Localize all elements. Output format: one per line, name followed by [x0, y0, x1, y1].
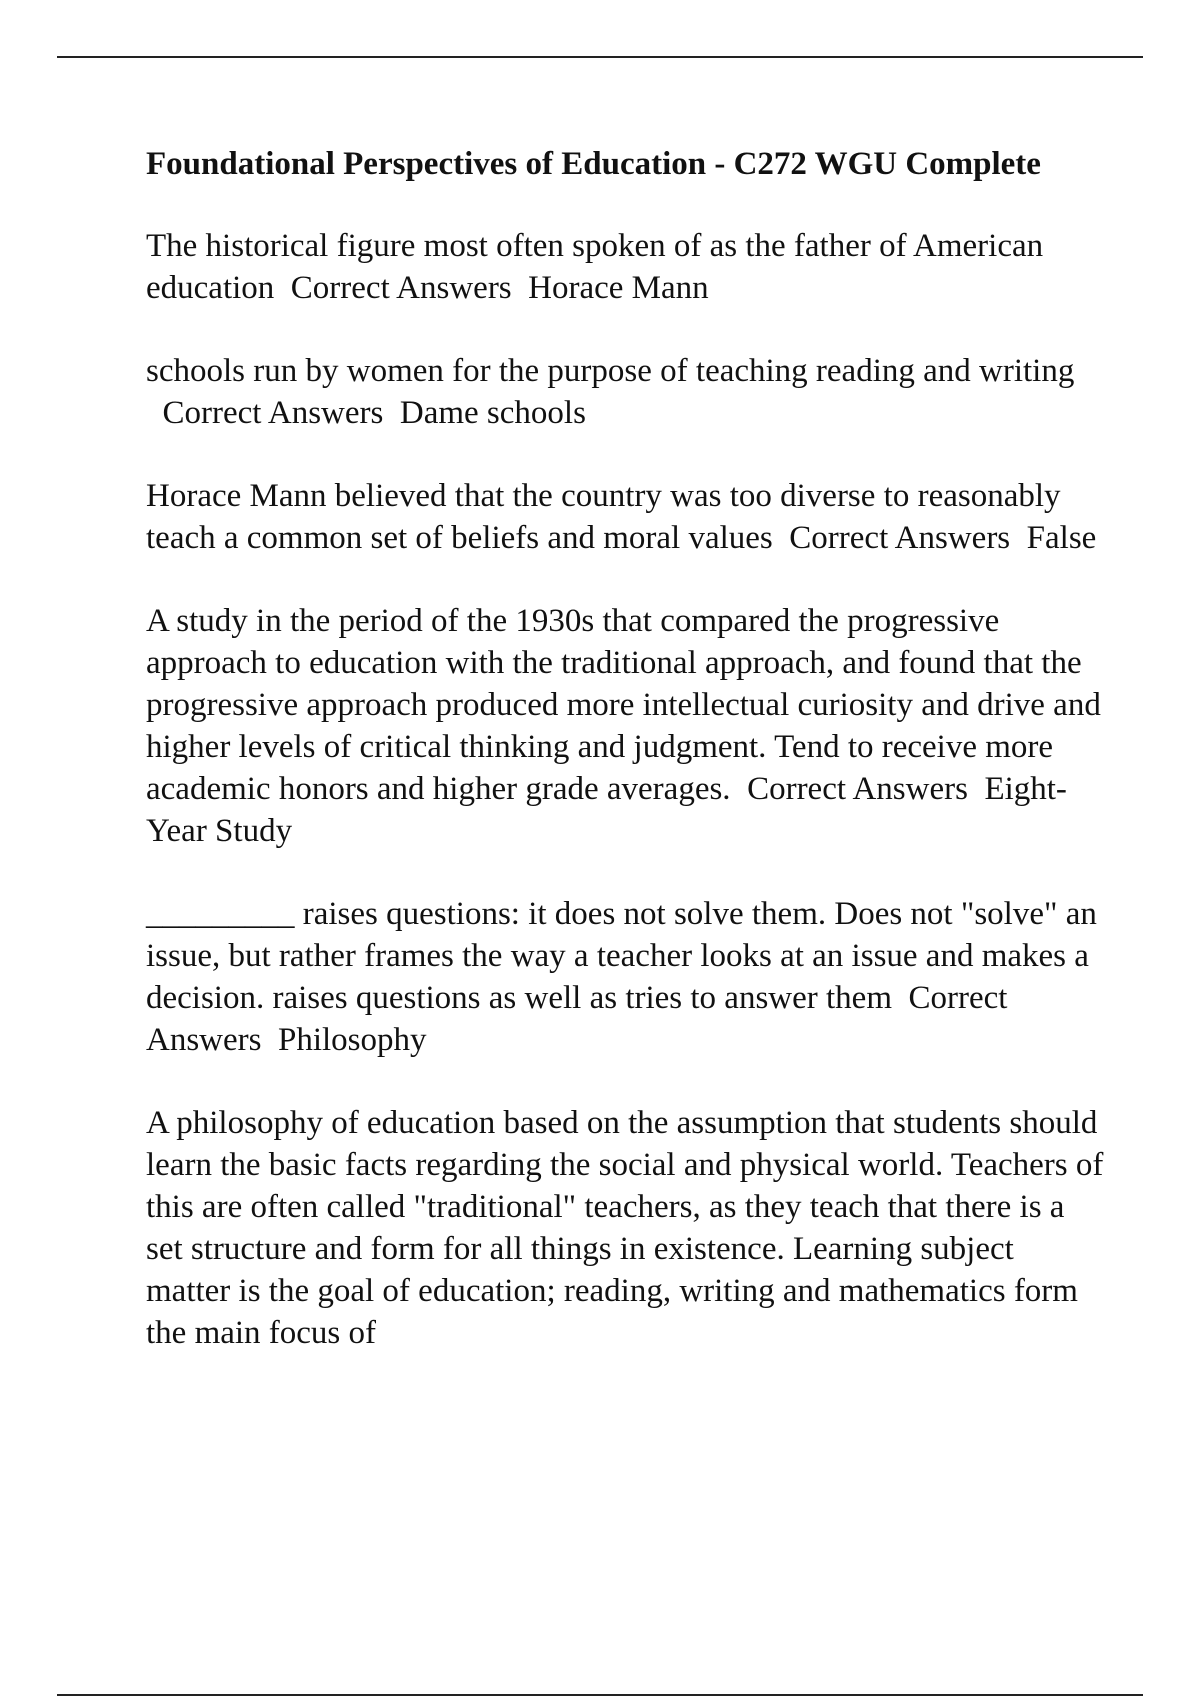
- question-text: schools run by women for the purpose of teaching reading and writing: [146, 353, 1075, 389]
- answer-marker: Correct Answers: [162, 395, 384, 431]
- answer-marker: Correct Answers: [789, 520, 1011, 556]
- answer-marker: Correct Answers: [747, 771, 968, 807]
- answer-marker: Correct Answers: [290, 270, 512, 306]
- qa-item: [146, 350, 1106, 434]
- answer-marker: Correct Answers: [146, 980, 1008, 1058]
- answer-text: Horace Mann: [528, 270, 709, 306]
- header-rule: [57, 56, 1143, 58]
- qa-item: [146, 475, 1106, 559]
- document-title: Foundational Perspectives of Education - C272 WGU Complete: [146, 146, 1041, 182]
- qa-item: [146, 600, 1106, 852]
- answer-text: Dame schools: [399, 395, 586, 431]
- qa-item-partial: [146, 1102, 1106, 1354]
- qa-item: [146, 225, 1106, 309]
- question-text: A study in the period of the 1930s that compared the progressive approach to education with the traditional approach, and found that the progressive approach produced more intellectual curiosity and drive and higher levels of critical thinking and judgment. Tend to receive more academic honors and higher grade averages.: [146, 603, 1101, 807]
- question-text: The historical figure most often spoken of as the father of American education: [146, 228, 1044, 306]
- document-body: [146, 143, 1106, 1354]
- question-text: Horace Mann believed that the country was too diverse to reasonably teach a common set of beliefs and moral values: [146, 478, 1061, 556]
- question-text: A philosophy of education based on the assumption that students should learn the basic facts regarding the social and physical world. Teachers of this are often called "traditional" teachers, as they teach that there is a set structure and form for all things in existence. Learning subject matter is the goal of education; reading, writing and mathematics form the main focus of: [146, 1105, 1104, 1351]
- question-text: _________ raises questions: it does not solve them. Does not "solve" an issue, but rather frames the way a teacher looks at an issue and makes a decision. raises questions as well as tries to answer them: [146, 896, 1097, 1016]
- qa-item: [146, 893, 1106, 1061]
- answer-text: Eight-Year Study: [146, 771, 1067, 849]
- footer-rule: [57, 1694, 1143, 1696]
- answer-text: False: [1026, 520, 1097, 556]
- answer-text: Philosophy: [277, 1022, 427, 1058]
